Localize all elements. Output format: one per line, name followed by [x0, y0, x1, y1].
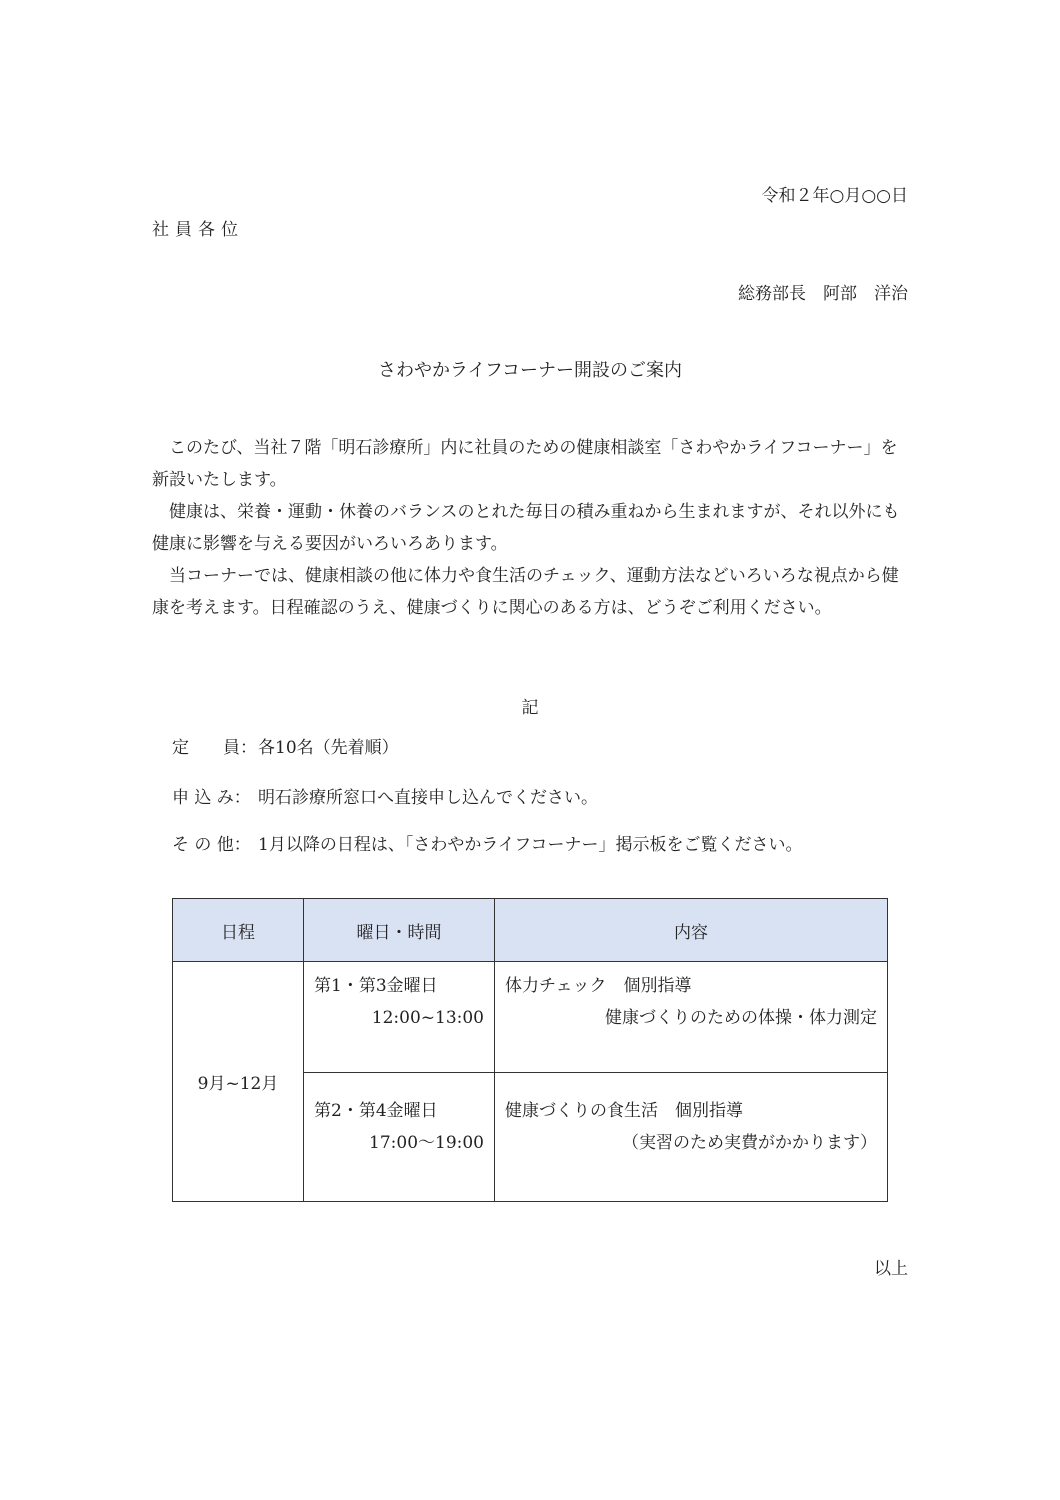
header-period: 日程: [173, 899, 304, 962]
time-text: 12:00~13:00: [371, 1008, 484, 1028]
document-date: 令和２年○月○○日: [761, 186, 908, 206]
recipient: 社員各位: [152, 220, 244, 240]
day-time-cell: [304, 1073, 495, 1202]
content-main: 健康づくりの食生活 個別指導: [505, 1101, 743, 1121]
item-capacity: [172, 733, 399, 758]
content-cell: [495, 1073, 888, 1202]
schedule-table: [172, 898, 888, 1202]
item-value: 明石診療所窓口へ直接申し込んでください。: [258, 788, 598, 808]
item-label: 申 込 み：: [172, 788, 251, 808]
period-cell: 9月~12月: [173, 962, 304, 1202]
body-paragraph-2: 健康は、栄養・運動・休養のバランスのとれた毎日の積み重ねから生まれますが、それ以外にも健康に影響を与える要因がいろいろあります。: [152, 502, 900, 554]
day-text: 第2・第4金曜日: [314, 1101, 438, 1121]
document-title: さわやかライフコーナー開設のご案内: [377, 360, 683, 381]
content-sub: （実習のため実費がかかります）: [622, 1133, 877, 1153]
item-label: 定 員：: [172, 738, 257, 758]
header-content: 内容: [495, 899, 888, 962]
day-text: 第1・第3金曜日: [314, 976, 438, 996]
time-text: 17:00～19:00: [369, 1133, 484, 1153]
body-paragraph-3: 当コーナーでは、健康相談の他に体力や食生活のチェック、運動方法などいろいろな視点から健康を考えます。日程確認のうえ、健康づくりに関心のある方は、どうぞご利用ください。: [152, 566, 899, 618]
table-header-row: [173, 899, 888, 962]
header-day-time: 曜日・時間: [304, 899, 495, 962]
content-cell: [495, 962, 888, 1073]
content-sub: 健康づくりのための体操・体力測定: [605, 1008, 877, 1028]
body-paragraph-1: このたび、当社７階「明石診療所」内に社員のための健康相談室「さわやかライフコーナー」を新設いたします。: [152, 438, 898, 490]
sender: 総務部長 阿部 洋治: [738, 284, 908, 304]
day-time-cell: [304, 962, 495, 1073]
item-value: 各10名（先着順）: [258, 738, 399, 758]
item-value: 1月以降の日程は、「さわやかライフコーナー」掲示板をご覧ください。: [258, 835, 803, 855]
table-row: [173, 962, 888, 1073]
item-label: そ の 他：: [172, 835, 251, 855]
item-application: [172, 783, 598, 808]
content-main: 体力チェック 個別指導: [505, 976, 692, 996]
item-other: [172, 830, 802, 855]
ki-heading: 記: [521, 698, 539, 718]
closing-text: 以上: [874, 1259, 908, 1279]
